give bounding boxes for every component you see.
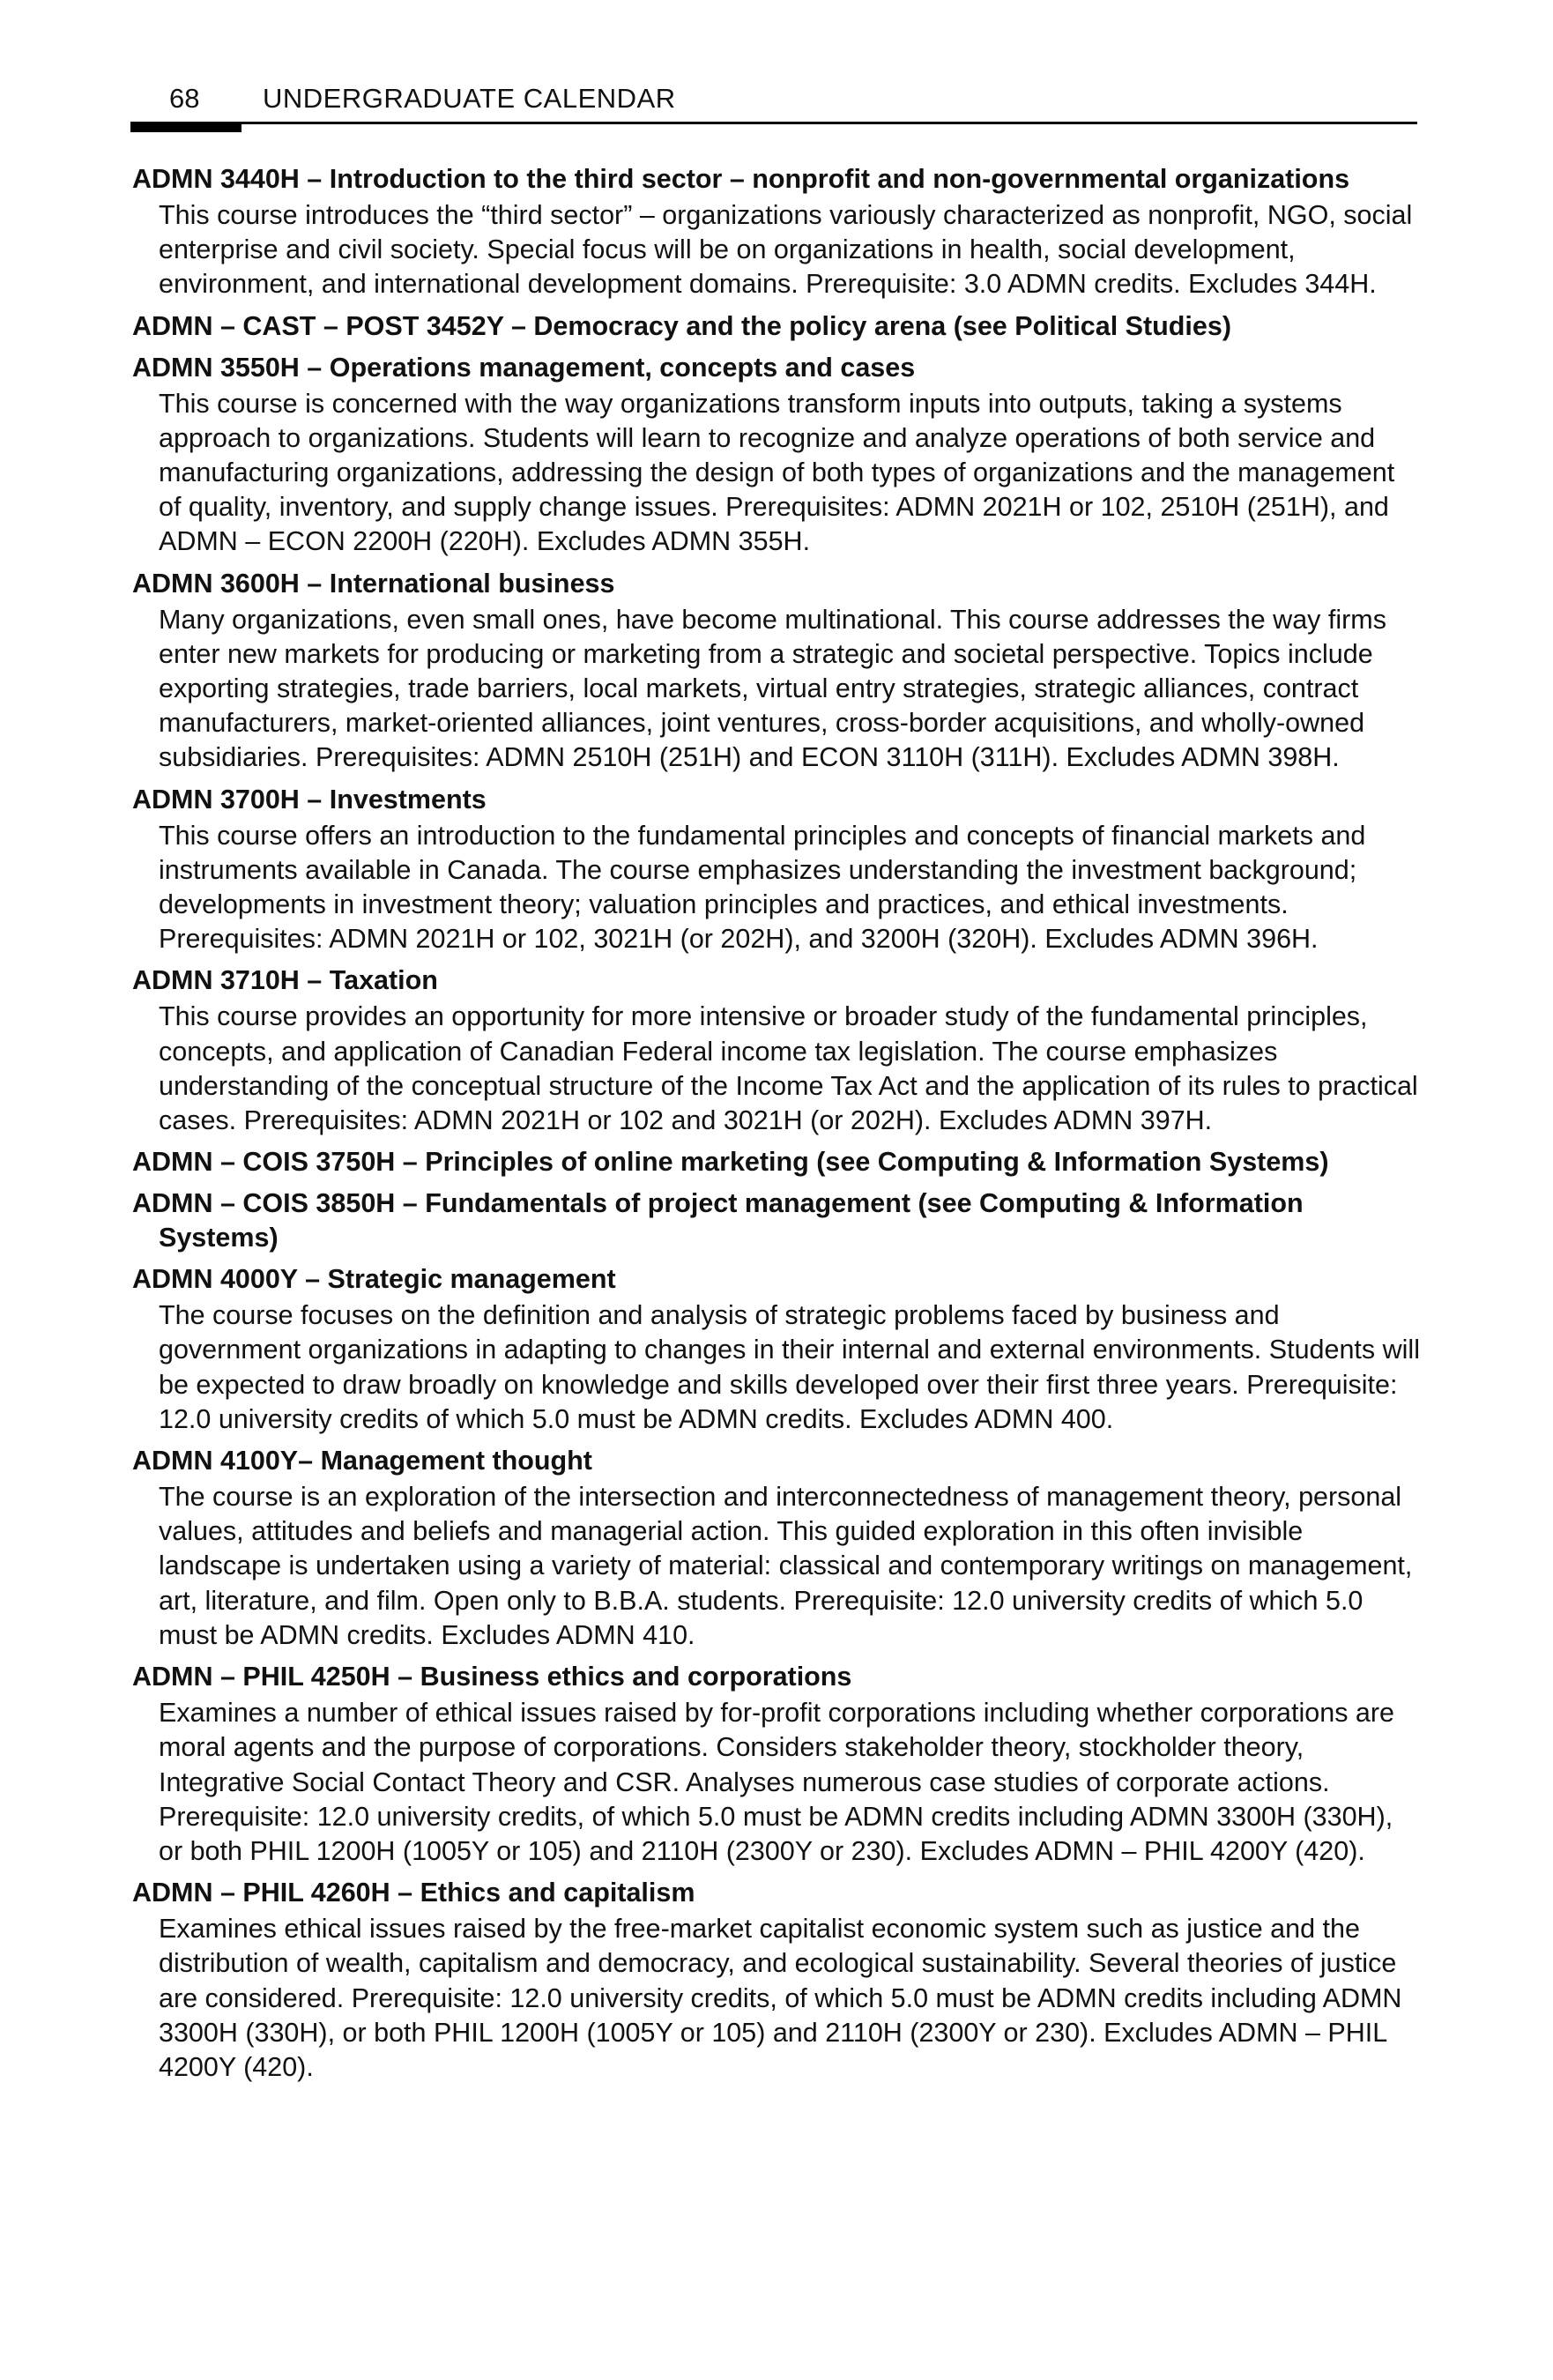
course-entry [132, 162, 1421, 302]
course-title: ADMN – PHIL 4250H – Business ethics and corporations [132, 1662, 852, 1692]
course-entry [132, 1444, 1421, 1653]
course-title: ADMN 4000Y – Strategic management [132, 1264, 616, 1295]
course-entry [132, 1876, 1421, 2085]
course-title: ADMN – COIS 3850H – Fundamentals of project management (see Computing & Information Systems) [132, 1188, 1304, 1253]
running-title: UNDERGRADUATE CALENDAR [263, 83, 676, 114]
course-title: ADMN 3550H – Operations management, concepts and cases [132, 352, 916, 383]
course-title: ADMN 3710H – Taxation [132, 965, 438, 996]
course-description: Examines a number of ethical issues raised by for-profit corporations including whether corporations are moral agents and the purpose of corporations. Considers stakeholder theory, stockholder theory, Integrative Social Contact Theory and CSR. Analyses numerous case studies of corporate actions. Prerequisite: 12.0 university credits, of which 5.0 must be ADMN credits including ADMN 3300H (330H), or both PHIL 1200H (1005Y or 105) and 2110H (2300Y or 230). Excludes ADMN – PHIL 4200Y (420). [159, 1698, 1395, 1866]
page-header [130, 81, 1417, 123]
course-description: Examines ethical issues raised by the free-market capitalist economic system such as justice and the distribution of wealth, capitalism and democracy, and ecological sustainability. Several theories of justice are considered. Prerequisite: 12.0 university credits, of which 5.0 must be ADMN credits including ADMN 3300H (330H), or both PHIL 1200H (1005Y or 105) and 2110H (2300Y or 230). Excludes ADMN – PHIL 4200Y (420). [159, 1914, 1402, 2082]
course-title: ADMN 4100Y– Management thought [132, 1446, 592, 1476]
header-rule [130, 122, 1417, 124]
course-entry [132, 567, 1421, 776]
course-list [132, 162, 1421, 2092]
course-title: ADMN 3700H – Investments [132, 784, 487, 814]
course-title: ADMN – COIS 3750H – Principles of online marketing (see Computing & Information Systems) [132, 1147, 1329, 1178]
course-entry [132, 1660, 1421, 1869]
course-entry [132, 1262, 1421, 1437]
course-title: ADMN 3440H – Introduction to the third sector – nonprofit and non-governmental organizations [132, 164, 1350, 194]
course-title: ADMN 3600H – International business [132, 568, 615, 599]
course-description: This course provides an opportunity for more intensive or broader study of the fundamental principles, concepts, and application of Canadian Federal income tax legislation. The course emphasizes understanding of the conceptual structure of the Income Tax Act and the application of its rules to practical cases. Prerequisites: ADMN 2021H or 102 and 3021H (or 202H). Excludes ADMN 397H. [159, 1001, 1418, 1136]
course-description: The course focuses on the definition and analysis of strategic problems faced by business and government organizations in adapting to changes in their internal and external environments. Students will be expected to draw broadly on knowledge and skills developed over their first three years. Prerequisite: 12.0 university credits of which 5.0 must be ADMN credits. Excludes ADMN 400. [159, 1300, 1420, 1434]
course-title: ADMN – PHIL 4260H – Ethics and capitalism [132, 1878, 695, 1908]
course-description: This course is concerned with the way organizations transform inputs into outputs, taking a systems approach to organizations. Students will learn to recognize and analyze operations of both service and manufacturing organizations, addressing the design of both types of organizations and the management of quality, inventory, and supply change issues. Prerequisites: ADMN 2021H or 102, 2510H (251H), and ADMN – ECON 2200H (220H). Excludes ADMN 355H. [159, 388, 1395, 557]
course-description: Many organizations, even small ones, have become multinational. This course addresses the way firms enter new markets for producing or marketing from a strategic and societal perspective. Topics include exporting strategies, trade barriers, local markets, virtual entry strategies, strategic alliances, contract manufacturers, market-oriented alliances, joint ventures, cross-border acquisitions, and wholly-owned subsidiaries. Prerequisites: ADMN 2510H (251H) and ECON 3110H (311H). Excludes ADMN 398H. [159, 604, 1386, 773]
course-description: This course offers an introduction to the fundamental principles and concepts of financial markets and instruments available in Canada. The course emphasizes understanding the investment background; developments in investment theory; valuation principles and practices, and ethical investments. Prerequisites: ADMN 2021H or 102, 3021H (or 202H), and 3200H (320H). Excludes ADMN 396H. [159, 820, 1366, 955]
course-entry [132, 1186, 1421, 1255]
course-description: This course introduces the “third sector” – organizations variously characterized as nonprofit, NGO, social enterprise and civil society. Special focus will be on organizations in health, social development, environment, and international development domains. Prerequisite: 3.0 ADMN credits. Excludes 344H. [159, 200, 1413, 300]
course-entry [132, 351, 1421, 560]
course-title: ADMN – CAST – POST 3452Y – Democracy and the policy arena (see Political Studies) [132, 310, 1231, 341]
course-entry [132, 1145, 1421, 1179]
course-entry [132, 309, 1421, 344]
course-entry [132, 783, 1421, 957]
header-tab-bar [130, 122, 241, 132]
course-description: The course is an exploration of the intersection and interconnectedness of management theory, personal values, attitudes and beliefs and managerial action. This guided exploration in this often invisible landscape is undertaken using a variety of material: classical and contemporary writings on management, art, literature, and film. Open only to B.B.A. students. Prerequisite: 12.0 university credits of which 5.0 must be ADMN credits. Excludes ADMN 410. [159, 1482, 1413, 1650]
course-entry [132, 963, 1421, 1138]
page-number: 68 [169, 83, 200, 114]
